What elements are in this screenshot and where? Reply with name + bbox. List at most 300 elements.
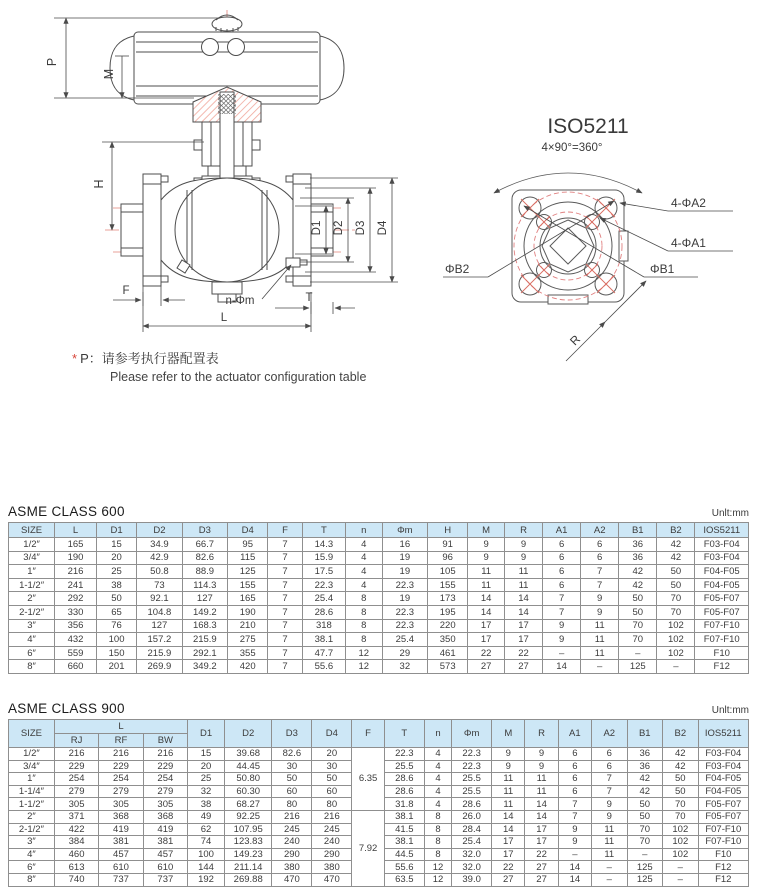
table-cell: 25 <box>188 773 225 786</box>
table-cell: 104.8 <box>137 605 182 619</box>
table-row <box>9 619 749 633</box>
table-cell: 9 <box>592 810 628 823</box>
table-cell: 100 <box>188 848 225 861</box>
table-cell: 50 <box>657 578 695 592</box>
table-cell: 461 <box>428 646 468 660</box>
table-cell: 42 <box>657 551 695 565</box>
column-header: n <box>345 523 382 538</box>
stem-packing <box>218 94 236 114</box>
hole-cross-marks <box>521 199 615 293</box>
table-cell: 27 <box>525 861 558 874</box>
table-cell: 9 <box>581 592 619 606</box>
table-cell: 9 <box>468 551 505 565</box>
table-cell: 50 <box>619 605 657 619</box>
actuator-port <box>228 39 245 56</box>
table-cell: 91 <box>428 538 468 552</box>
table-cell: 192 <box>188 873 225 886</box>
table-cell: 95 <box>228 538 268 552</box>
table-cell: 25.4 <box>302 592 345 606</box>
column-header: Φm <box>452 720 492 748</box>
table-cell: 305 <box>143 798 187 811</box>
table-600-title: ASME CLASS 600 <box>8 504 125 519</box>
asme-600-table <box>8 522 749 674</box>
column-header: R <box>504 523 542 538</box>
table-cell: – <box>558 848 591 861</box>
table-cell: 9 <box>558 823 591 836</box>
table-cell: 216 <box>272 810 312 823</box>
column-header: B1 <box>627 720 663 748</box>
table-row <box>9 605 749 619</box>
table-cell: 330 <box>55 605 97 619</box>
table-cell: 11 <box>492 798 525 811</box>
table-cell: – <box>663 873 699 886</box>
table-cell: F10 <box>695 646 749 660</box>
table-cell: 8 <box>424 848 451 861</box>
table-row <box>9 592 749 606</box>
table-cell: 19 <box>382 592 427 606</box>
table-cell: 155 <box>428 578 468 592</box>
table-cell: 254 <box>54 773 98 786</box>
dim-label-l: L <box>220 312 228 324</box>
table-cell: 30 <box>312 760 352 773</box>
table-cell: 11 <box>504 578 542 592</box>
table-cell: 8 <box>424 810 451 823</box>
table-cell: 32 <box>382 660 427 674</box>
asme-class-600-section <box>8 504 749 674</box>
table-cell: 20 <box>312 748 352 761</box>
table-cell: 241 <box>55 578 97 592</box>
table-cell: 7 <box>268 633 302 647</box>
table-cell: – <box>619 646 657 660</box>
table-cell: 125 <box>228 565 268 579</box>
table-cell: 123.83 <box>225 836 272 849</box>
table-cell: 17 <box>492 836 525 849</box>
table-cell: 240 <box>272 836 312 849</box>
table-cell: 60.30 <box>225 785 272 798</box>
table-cell: 737 <box>99 873 143 886</box>
table-cell: 11 <box>504 565 542 579</box>
table-cell: 211.14 <box>225 861 272 874</box>
table-cell: 9 <box>504 551 542 565</box>
table-cell: 7 <box>268 538 302 552</box>
table-cell: F10 <box>698 848 748 861</box>
table-cell: 25.5 <box>452 785 492 798</box>
table-cell: F04-F05 <box>695 565 749 579</box>
table-cell: 102 <box>663 823 699 836</box>
table-cell: 381 <box>99 836 143 849</box>
table-cell: 66.7 <box>182 538 227 552</box>
table-cell: 229 <box>143 760 187 773</box>
dim-label-d3: D3 <box>355 220 367 236</box>
iso-title: ISO5211 <box>547 115 629 138</box>
column-header: B1 <box>619 523 657 538</box>
table-cell: 6 <box>558 773 591 786</box>
table-cell: 7 <box>543 592 581 606</box>
iso-flange-outline <box>494 173 642 304</box>
table-cell: 432 <box>55 633 97 647</box>
table-cell: F03-F04 <box>698 748 748 761</box>
table-cell: 7 <box>558 798 591 811</box>
column-header: L <box>55 523 97 538</box>
table-cell: 102 <box>657 646 695 660</box>
table-cell: 457 <box>99 848 143 861</box>
table-cell: 11 <box>592 823 628 836</box>
size-cell: 1″ <box>9 773 55 786</box>
table-cell: 39.0 <box>452 873 492 886</box>
table-cell: 36 <box>627 760 663 773</box>
table-cell: 216 <box>143 748 187 761</box>
column-subheader: RJ <box>54 734 98 748</box>
table-cell: F05-F07 <box>695 605 749 619</box>
table-cell: F12 <box>695 660 749 674</box>
table-cell: 28.6 <box>302 605 345 619</box>
table-cell: 32.0 <box>452 848 492 861</box>
table-cell: 7 <box>268 578 302 592</box>
table-cell: 80 <box>312 798 352 811</box>
note-asterisk: * <box>72 351 78 366</box>
column-header: D4 <box>228 523 268 538</box>
table-cell: 279 <box>54 785 98 798</box>
table-cell: 44.45 <box>225 760 272 773</box>
table-cell: 245 <box>272 823 312 836</box>
column-header: D4 <box>312 720 352 748</box>
table-cell: 25 <box>96 565 136 579</box>
table-cell: 290 <box>272 848 312 861</box>
column-header: A2 <box>581 523 619 538</box>
table-cell: 102 <box>657 633 695 647</box>
table-cell: 173 <box>428 592 468 606</box>
table-cell: 7 <box>268 551 302 565</box>
column-header: n <box>424 720 451 748</box>
table-cell: F04-F05 <box>698 773 748 786</box>
table-cell: 290 <box>312 848 352 861</box>
column-subheader: RF <box>99 734 143 748</box>
table-cell: 9 <box>492 760 525 773</box>
table-cell: 279 <box>143 785 187 798</box>
table-cell: 254 <box>143 773 187 786</box>
table-cell: 149.2 <box>182 605 227 619</box>
table-cell: 4 <box>424 798 451 811</box>
table-cell: 573 <box>428 660 468 674</box>
table-cell: 16 <box>382 538 427 552</box>
table-cell: 14 <box>492 823 525 836</box>
column-header: A2 <box>592 720 628 748</box>
table-cell: 70 <box>657 592 695 606</box>
table-cell: 9 <box>504 538 542 552</box>
table-cell: 92.1 <box>137 592 182 606</box>
header-row <box>9 720 749 734</box>
table-cell: 220 <box>428 619 468 633</box>
table-cell: 42 <box>627 773 663 786</box>
table-cell: 11 <box>592 848 628 861</box>
table-cell: 15 <box>96 538 136 552</box>
table-cell: 190 <box>55 551 97 565</box>
column-header: IOS5211 <box>695 523 749 538</box>
table-cell: 25.5 <box>452 773 492 786</box>
column-header: SIZE <box>9 523 55 538</box>
column-header: R <box>525 720 558 748</box>
table-cell: 107.95 <box>225 823 272 836</box>
table-cell: 7 <box>543 605 581 619</box>
table-cell: 38.1 <box>302 633 345 647</box>
column-header: D3 <box>182 523 227 538</box>
table-cell: 34.9 <box>137 538 182 552</box>
table-cell: 292.1 <box>182 646 227 660</box>
label-phi-b1: ΦB1 <box>650 262 675 276</box>
table-cell: 70 <box>627 836 663 849</box>
table-cell: 12 <box>424 873 451 886</box>
table-cell: 356 <box>55 619 97 633</box>
column-header: D1 <box>188 720 225 748</box>
table-row <box>9 646 749 660</box>
table-cell: 7 <box>581 565 619 579</box>
table-cell: 42 <box>619 578 657 592</box>
label-phi-b2: ΦB2 <box>445 262 470 276</box>
table-cell: 20 <box>96 551 136 565</box>
column-header: D1 <box>96 523 136 538</box>
table-cell: 25.4 <box>452 836 492 849</box>
table-cell: 195 <box>428 605 468 619</box>
table-cell: 613 <box>54 861 98 874</box>
table-cell: 4 <box>345 538 382 552</box>
table-cell: 12 <box>345 646 382 660</box>
table-cell: 4 <box>345 565 382 579</box>
table-cell: F07-F10 <box>698 823 748 836</box>
table-cell: 50 <box>657 565 695 579</box>
table-cell: 115 <box>228 551 268 565</box>
table-cell: 216 <box>54 748 98 761</box>
table-cell: F12 <box>698 861 748 874</box>
column-header: H <box>428 523 468 538</box>
table-cell: 201 <box>96 660 136 674</box>
table-cell: 11 <box>581 646 619 660</box>
asme-class-900-section <box>8 701 749 887</box>
size-cell: 1/2″ <box>9 538 55 552</box>
table-cell: 38.1 <box>384 810 424 823</box>
table-cell: 419 <box>143 823 187 836</box>
table-cell: 470 <box>312 873 352 886</box>
table-row <box>9 660 749 674</box>
table-cell: 9 <box>581 605 619 619</box>
table-cell: 32.0 <box>452 861 492 874</box>
table-cell: 17 <box>525 823 558 836</box>
table-cell: 240 <box>312 836 352 849</box>
table-cell: 368 <box>99 810 143 823</box>
column-header: D3 <box>272 720 312 748</box>
table-cell: 4 <box>424 773 451 786</box>
table-cell: 22.3 <box>452 760 492 773</box>
table-cell: 27 <box>504 660 542 674</box>
table-cell: 42 <box>657 538 695 552</box>
table-cell: 14 <box>558 861 591 874</box>
table-cell: 229 <box>54 760 98 773</box>
table-title-row <box>8 504 749 519</box>
column-header: A1 <box>543 523 581 538</box>
table-cell: 6 <box>558 760 591 773</box>
table-cell: 50 <box>96 592 136 606</box>
table-cell: 11 <box>468 565 505 579</box>
size-cell: 3″ <box>9 619 55 633</box>
table-cell: 8 <box>424 823 451 836</box>
table-cell: 292 <box>55 592 97 606</box>
dim-label-d1: D1 <box>311 220 323 236</box>
table-cell: 660 <box>55 660 97 674</box>
table-600-unit: Unlt:mm <box>711 508 749 519</box>
table-cell: 4 <box>424 785 451 798</box>
table-cell: 105 <box>428 565 468 579</box>
table-cell: 229 <box>99 760 143 773</box>
table-cell: 9 <box>525 760 558 773</box>
table-cell: 215.9 <box>182 633 227 647</box>
table-cell: 60 <box>312 785 352 798</box>
column-header: IOS5211 <box>698 720 748 748</box>
table-cell: 11 <box>592 836 628 849</box>
table-cell: 740 <box>54 873 98 886</box>
table-cell: 14 <box>558 873 591 886</box>
f-merged-cell: 7.92 <box>352 810 385 886</box>
table-cell: 65 <box>96 605 136 619</box>
table-cell: 38.1 <box>384 836 424 849</box>
table-cell: 62 <box>188 823 225 836</box>
table-cell: 269.9 <box>137 660 182 674</box>
table-cell: 25.4 <box>382 633 427 647</box>
table-cell: 17 <box>525 836 558 849</box>
size-cell: 3/4″ <box>9 551 55 565</box>
table-cell: 6 <box>592 748 628 761</box>
table-cell: 157.2 <box>137 633 182 647</box>
table-cell: 28.6 <box>452 798 492 811</box>
table-cell: 102 <box>657 619 695 633</box>
table-cell: 6 <box>543 578 581 592</box>
table-cell: 380 <box>272 861 312 874</box>
table-cell: 11 <box>581 633 619 647</box>
table-cell: F04-F05 <box>698 785 748 798</box>
table-row <box>9 810 749 823</box>
table-cell: 127 <box>182 592 227 606</box>
table-cell: 254 <box>99 773 143 786</box>
column-header: M <box>468 523 505 538</box>
table-cell: 4 <box>424 748 451 761</box>
table-cell: 12 <box>424 861 451 874</box>
table-cell: 7 <box>558 810 591 823</box>
table-cell: 6 <box>581 538 619 552</box>
table-cell: 165 <box>55 538 97 552</box>
table-cell: 305 <box>54 798 98 811</box>
table-cell: 11 <box>492 785 525 798</box>
table-cell: 14 <box>468 605 505 619</box>
table-cell: 29 <box>382 646 427 660</box>
note-line-zh: * P：请参考执行器配置表 <box>72 351 219 366</box>
size-cell: 8″ <box>9 660 55 674</box>
table-cell: 92.25 <box>225 810 272 823</box>
table-cell: 49 <box>188 810 225 823</box>
iso5211-flange-diagram <box>428 105 753 370</box>
column-header: Φm <box>382 523 427 538</box>
table-cell: 22 <box>525 848 558 861</box>
table-cell: 100 <box>96 633 136 647</box>
header-row <box>9 523 749 538</box>
table-cell: 9 <box>468 538 505 552</box>
table-cell: 41.5 <box>384 823 424 836</box>
column-header: D2 <box>225 720 272 748</box>
table-cell: 150 <box>96 646 136 660</box>
size-cell: 2″ <box>9 810 55 823</box>
table-cell: F05-F07 <box>698 810 748 823</box>
table-cell: 14 <box>504 592 542 606</box>
dim-label-n-phi-m: n-Φm <box>225 295 255 307</box>
size-cell: 4″ <box>9 848 55 861</box>
table-cell: 63.5 <box>384 873 424 886</box>
table-cell: 70 <box>663 810 699 823</box>
table-cell: 14.3 <box>302 538 345 552</box>
size-cell: 1-1/2″ <box>9 798 55 811</box>
column-header: SIZE <box>9 720 55 748</box>
table-cell: 457 <box>143 848 187 861</box>
table-cell: 30 <box>272 760 312 773</box>
table-cell: 8 <box>345 605 382 619</box>
table-cell: 22 <box>492 861 525 874</box>
table-cell: 7 <box>268 619 302 633</box>
table-cell: 9 <box>525 748 558 761</box>
table-cell: 82.6 <box>182 551 227 565</box>
table-cell: 25.5 <box>384 760 424 773</box>
table-cell: 80 <box>272 798 312 811</box>
table-cell: 460 <box>54 848 98 861</box>
table-cell: 96 <box>428 551 468 565</box>
table-900-title: ASME CLASS 900 <box>8 701 125 716</box>
table-cell: 210 <box>228 619 268 633</box>
table-cell: 7 <box>592 785 628 798</box>
table-cell: 17 <box>468 633 505 647</box>
table-cell: F03-F04 <box>698 760 748 773</box>
valve-actuator-drawing <box>10 2 430 347</box>
table-cell: 737 <box>143 873 187 886</box>
table-cell: 14 <box>525 810 558 823</box>
table-cell: 28.6 <box>384 785 424 798</box>
table-cell: 8 <box>345 633 382 647</box>
table-cell: 55.6 <box>302 660 345 674</box>
column-header: T <box>302 523 345 538</box>
table-cell: 22.3 <box>382 619 427 633</box>
table-cell: 36 <box>619 538 657 552</box>
table-cell: F05-F07 <box>695 592 749 606</box>
table-cell: 102 <box>663 848 699 861</box>
table-cell: 279 <box>99 785 143 798</box>
table-cell: 50 <box>627 798 663 811</box>
column-header: M <box>492 720 525 748</box>
table-cell: 216 <box>99 748 143 761</box>
table-cell: 42 <box>663 748 699 761</box>
table-row <box>9 538 749 552</box>
table-cell: 380 <box>312 861 352 874</box>
size-cell: 6″ <box>9 646 55 660</box>
table-cell: 70 <box>619 633 657 647</box>
table-cell: 168.3 <box>182 619 227 633</box>
label-r: R <box>567 332 584 349</box>
table-cell: 14 <box>492 810 525 823</box>
table-cell: 125 <box>627 861 663 874</box>
table-cell: F12 <box>698 873 748 886</box>
table-cell: 31.8 <box>384 798 424 811</box>
table-cell: 9 <box>592 798 628 811</box>
table-cell: 8 <box>424 836 451 849</box>
size-cell: 1-1/4″ <box>9 785 55 798</box>
table-row <box>9 565 749 579</box>
table-cell: 28.6 <box>384 773 424 786</box>
table-cell: 7 <box>268 605 302 619</box>
table-cell: 47.7 <box>302 646 345 660</box>
actuator-note <box>72 348 366 384</box>
